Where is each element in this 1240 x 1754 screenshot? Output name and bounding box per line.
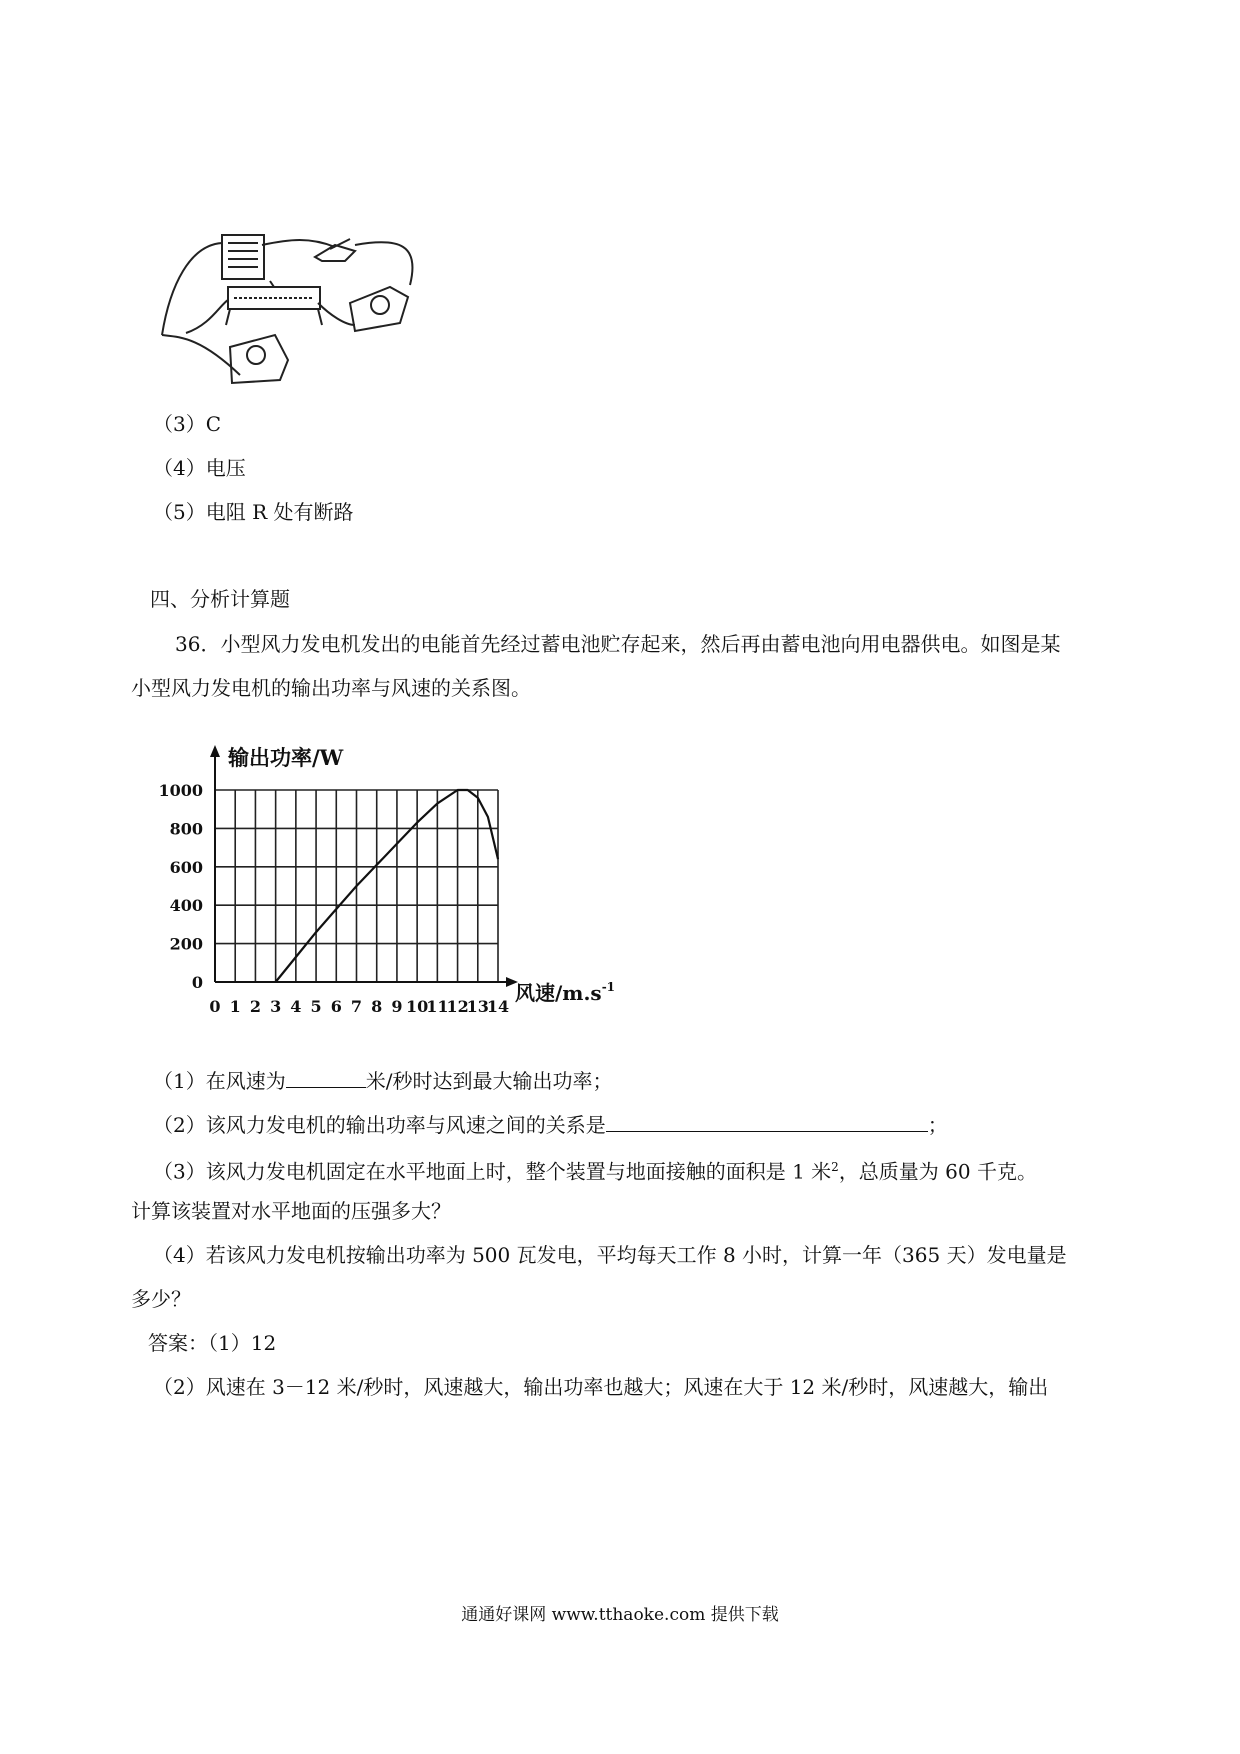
x-tick-label: 8 (371, 997, 383, 1016)
ammeter-icon (350, 287, 408, 331)
blank-field[interactable] (286, 1065, 366, 1088)
y-tick-label: 800 (169, 819, 203, 839)
series-line (276, 790, 498, 982)
x-tick-label: 4 (290, 997, 302, 1016)
x-tick-label: 1 (229, 997, 241, 1016)
x-tick-label: 5 (310, 997, 322, 1016)
x-tick-label: 10 (406, 997, 429, 1016)
y-axis-arrow (210, 745, 220, 757)
wire (318, 303, 355, 325)
chart-ylabel: 输出功率/W (228, 745, 344, 770)
answer-item-5: （5）电阻 R 处有断路 (153, 500, 354, 524)
x-tick-label: 14 (486, 997, 510, 1016)
x-tick-label: 3 (270, 997, 282, 1016)
answer-item-3: （3）C (153, 412, 222, 436)
y-tick-label: 400 (169, 896, 203, 916)
y-tick-label: 0 (191, 973, 203, 992)
answer-line-2: （2）风速在 3－12 米/秒时，风速越大，输出功率也越大；风速在大于 12 米/秒时，风速越大，输出 (153, 1375, 1049, 1399)
x-tick-label: 2 (249, 997, 261, 1016)
x-tick-label: 6 (330, 997, 342, 1016)
x-tick-label: 9 (391, 997, 403, 1016)
battery-icon (222, 235, 264, 279)
circuit-diagram (150, 225, 470, 425)
question-intro-line1: 36．小型风力发电机发出的电能首先经过蓄电池贮存起来，然后再由蓄电池向用电器供电。如图是某 (175, 632, 1061, 656)
y-tick-label: 600 (169, 857, 203, 877)
question-part-2: （2）该风力发电机的输出功率与风速之间的关系是 ； (153, 1109, 948, 1139)
wire (186, 300, 228, 333)
question-part-4-line2: 多少？ (131, 1287, 191, 1311)
question-intro-line2: 小型风力发电机的输出功率与风速的关系图。 (131, 676, 531, 700)
chart-xlabel: 风速$/m.s^{-1}$ (515, 980, 616, 1005)
x-tick-label: 0 (209, 997, 221, 1016)
voltmeter-icon (230, 335, 288, 383)
wire (262, 240, 335, 247)
section-title: 四、分析计算题 (150, 587, 290, 611)
answer-line-1: 答案：（1）12 (148, 1331, 277, 1355)
wire (162, 335, 240, 375)
x-tick-label: 13 (466, 997, 489, 1016)
page-footer: 通通好课网 www.tthaoke.com 提供下载 (461, 1605, 779, 1625)
question-part-3-line1: （3）该风力发电机固定在水平地面上时，整个装置与地面接触的面积是 1 米$^2$，总质量为 60 千克。 (153, 1159, 1037, 1184)
x-tick-label: 11 (426, 997, 449, 1016)
blank-field[interactable] (606, 1109, 928, 1132)
x-tick-label: 12 (446, 997, 469, 1016)
question-part-4-line1: （4）若该风力发电机按输出功率为 500 瓦发电，平均每天工作 8 小时，计算一年（365 天）发电量是 (153, 1243, 1067, 1267)
answer-item-4: （4）电压 (153, 456, 246, 480)
power-wind-chart (150, 735, 650, 1035)
question-part-3-line2: 计算该装置对水平地面的压强多大？ (131, 1199, 451, 1223)
question-part-1: （1）在风速为 米/秒时达到最大输出功率； (153, 1065, 612, 1095)
wire (162, 243, 222, 335)
wire (355, 242, 413, 285)
x-tick-label: 7 (350, 997, 363, 1016)
y-tick-label: 200 (169, 934, 203, 954)
y-tick-label: 1000 (158, 781, 203, 800)
